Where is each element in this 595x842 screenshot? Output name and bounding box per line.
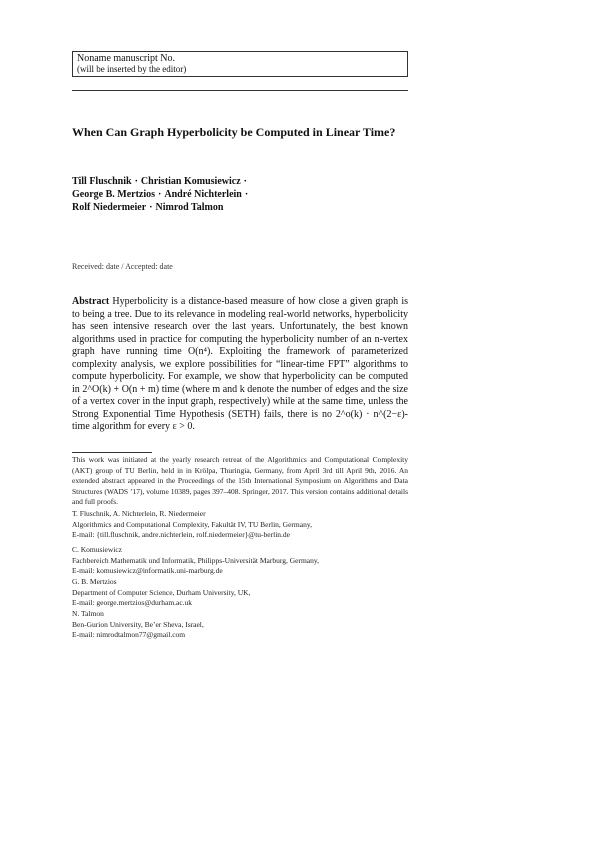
affiliation [72, 509, 408, 540]
author-separator: · [149, 202, 153, 213]
received-date: Received: date / Accepted: date [72, 262, 173, 271]
manuscript-number: Noname manuscript No. [77, 53, 176, 64]
abstract-text: Hyperbolicity is a distance-based measure of how close a given graph is to being a tree. Due to its relevance in modeling real-world networks, hyperbolicity has seen intensive research over the last years. Unfortunately, the best known algorithms used in practice for computing the hyperbolicity number of an n-vertex graph have running time O(n⁴). Exploiting the framework of parameterized complexity analysis, we explore possibilities for “linear-time FPT” algorithms to compute hyperbolicity. For example, we show that hyperbolicity can be computed in 2^O(k) + O(n + m) time (where m and k denote the number of edges and the size of a vertex cover in the input graph, respectively) while at the same time, unless the Strong Exponential Time Hypothesis (SETH) fails, there is no 2^o(k) · n^(2−ε)-time algorithm for every ε > 0. [72, 296, 408, 432]
affiliation-names: N. Talmon [72, 609, 104, 618]
author-separator: · [158, 189, 162, 200]
affiliation-dept: Fachbereich Mathematik und Informatik, Philipps-Universität Marburg, Germany, [72, 556, 320, 565]
affiliation-names: T. Fluschnik, A. Nichterlein, R. Niedermeier [72, 509, 206, 518]
paper-title: When Can Graph Hyperbolicity be Computed in Linear Time? [72, 125, 396, 139]
author-name: André Nichterlein [164, 189, 242, 200]
author-row [72, 201, 412, 214]
affiliation-email: E-mail: george.mertzios@durham.ac.uk [72, 598, 193, 607]
affiliation-email: E-mail: komusiewicz@informatik.uni-marburg.de [72, 566, 223, 575]
affiliation [72, 545, 408, 576]
manuscript-box [72, 51, 408, 77]
affiliation-dept: Department of Computer Science, Durham University, UK, [72, 588, 251, 597]
footnote-rule [72, 452, 152, 453]
affiliation-dept: Ben-Gurion University, Be’er Sheva, Israel, [72, 620, 204, 629]
affiliation-dept: Algorithmics and Computational Complexity, Fakultät IV, TU Berlin, Germany, [72, 520, 312, 529]
affiliation [72, 609, 408, 640]
abstract-heading: Abstract [72, 296, 110, 307]
author-separator: · [134, 176, 138, 187]
author-row [72, 188, 412, 201]
author-separator: · [244, 189, 249, 200]
author-name: Rolf Niedermeier [72, 202, 147, 213]
affiliation-names: G. B. Mertzios [72, 577, 117, 586]
footnote: This work was initiated at the yearly research retreat of the Algorithmics and Computational Complexity (AKT) group of TU Berlin, held in in Krölpa, Thuringia, Germany, from April 3rd till April 9th, 2016. An extended abstract appeared in the Proceedings of the 15th International Symposium on Algorithms and Data Structures (WADS ’17), volume 10389, pages 397–408. Springer, 2017. This version contains additional details and full proofs. [72, 455, 408, 506]
author-name: Nimrod Talmon [155, 202, 224, 213]
affiliation [72, 577, 408, 608]
editor-note: (will be inserted by the editor) [77, 64, 187, 74]
affiliation-names: C. Komusiewicz [72, 545, 122, 554]
author-list [72, 175, 412, 214]
affiliation-email: E-mail: {till.fluschnik, andre.nichterlein, rolf.niedermeier}@tu-berlin.de [72, 530, 290, 539]
author-name: Till Fluschnik [72, 176, 132, 187]
author-name: Christian Komusiewicz [140, 176, 241, 187]
author-separator: · [243, 176, 247, 187]
abstract [72, 296, 408, 434]
author-row [72, 175, 412, 188]
header-rule [72, 90, 408, 91]
author-name: George B. Mertzios [72, 189, 156, 200]
affiliation-email: E-mail: nimrodtalmon77@gmail.com [72, 630, 186, 639]
